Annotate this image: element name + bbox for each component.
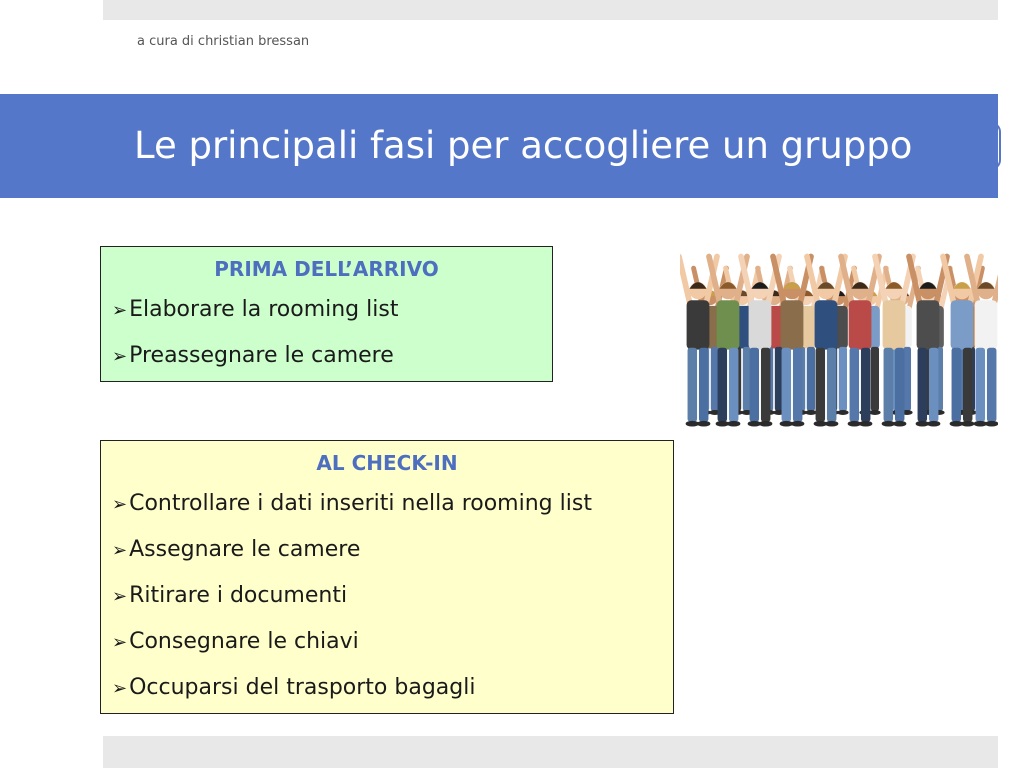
- list-item: [112, 619, 673, 665]
- slide-title: Le principali fasi per accogliere un gruppo: [134, 124, 913, 167]
- list-item-text: Occuparsi del trasporto bagagli: [129, 675, 476, 700]
- list-item-text: Consegnare le chiavi: [129, 629, 359, 654]
- list-item-text: Controllare i dati inseriti nella rooming list: [129, 491, 592, 516]
- list-item: [112, 573, 673, 619]
- cheering-group-illustration: [680, 212, 998, 460]
- list-item: [112, 287, 552, 333]
- arrow-bullet-icon: ➢: [112, 346, 128, 367]
- list-item: [112, 481, 673, 527]
- arrow-bullet-icon: ➢: [112, 494, 128, 515]
- cheering-group-photo: [680, 212, 998, 460]
- bottom-decorative-strip: [103, 736, 998, 768]
- list-item: [112, 665, 673, 711]
- arrow-bullet-icon: ➢: [112, 678, 128, 699]
- top-decorative-strip: [103, 0, 998, 20]
- check-in-box: [100, 440, 674, 714]
- author-caption: a cura di christian bressan: [137, 34, 310, 49]
- list-item-text: Preassegnare le camere: [129, 343, 394, 368]
- list-item-text: Ritirare i documenti: [129, 583, 348, 608]
- arrow-bullet-icon: ➢: [112, 632, 128, 653]
- arrow-bullet-icon: ➢: [112, 300, 128, 321]
- before-arrival-box: [100, 246, 553, 382]
- list-item: [112, 527, 673, 573]
- arrow-bullet-icon: ➢: [112, 586, 128, 607]
- arrow-bullet-icon: ➢: [112, 540, 128, 561]
- list-item: [112, 333, 552, 379]
- before-arrival-list: [101, 287, 552, 379]
- list-item-text: Elaborare la rooming list: [129, 297, 399, 322]
- check-in-heading: AL CHECK-IN: [316, 451, 458, 475]
- before-arrival-heading: PRIMA DELL’ARRIVO: [214, 257, 439, 281]
- list-item-text: Assegnare le camere: [129, 537, 361, 562]
- check-in-list: [101, 481, 673, 711]
